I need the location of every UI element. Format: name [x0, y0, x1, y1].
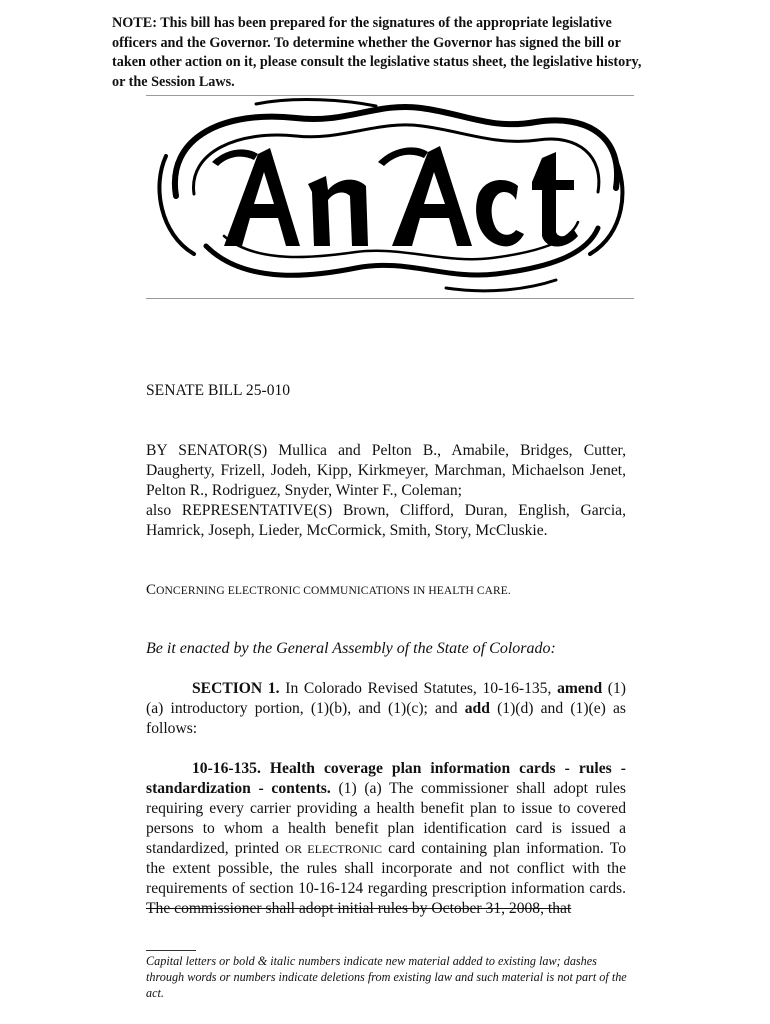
- footnote: Capital letters or bold & italic numbers indicate new material added to existing law; dashes through words or numbers indicate deletions from existing law and such material is not part of the act.: [146, 954, 627, 1000]
- statute-text: [146, 759, 626, 919]
- bill-title-rest: ONCERNING ELECTRONIC COMMUNICATIONS IN HEALTH CARE.: [156, 585, 511, 597]
- section-1: [146, 679, 626, 739]
- bill-number: SENATE BILL 25-010: [146, 382, 291, 399]
- bill-title-initial: C: [146, 582, 157, 598]
- section-text: (1)(a) introductory portion, (1)(b), and (1)(c); and: [146, 680, 626, 717]
- section-text: In Colorado Revised Statutes, 10-16-135,: [279, 680, 558, 697]
- senate-sponsors: BY SENATOR(S) Mullica and Pelton B., Amabile, Bridges, Cutter, Daugherty, Frizell, Jodeh, Kipp, Kirkmeyer, Marchman, Michaelson Jenet, Pelton R., Rodriguez, Snyder, Winter F., Coleman;: [146, 442, 626, 499]
- house-sponsors: also REPRESENTATIVE(S) Brown, Clifford, Duran, English, Garcia, Hamrick, Joseph, Lieder, McCormick, Smith, Story, McCluskie.: [146, 502, 626, 539]
- add-keyword: add: [464, 700, 490, 717]
- sponsors-block: [146, 441, 626, 541]
- section-heading: SECTION 1.: [192, 680, 280, 697]
- amend-keyword: amend: [557, 680, 603, 697]
- statute-body: card containing plan information. To the extent possible, the rules shall incorporate and not conflict with the requirements of section 10-16-124 regarding prescription information cards.: [146, 840, 626, 897]
- banner-bottom-rule: [146, 298, 634, 299]
- statute-heading: 10-16-135. Health coverage plan information cards - rules - standardization - contents.: [146, 760, 626, 797]
- deleted-text: The commissioner shall adopt initial rules by October 31, 2008, that: [146, 900, 572, 917]
- enacting-clause: Be it enacted by the General Assembly of the State of Colorado:: [146, 640, 556, 657]
- an-act-banner: [146, 96, 634, 298]
- banner-text: An Act: [388, 292, 392, 293]
- bill-title: [146, 580, 626, 601]
- statute-body: (1) (a) The commissioner shall adopt rules requiring every carrier providing a health benefit plan to issue to covered persons to whom a health benefit plan identification card is issued a standardized, printed: [146, 780, 626, 857]
- footnote-rule: [146, 950, 196, 951]
- blackletter-letters-icon: [212, 146, 578, 247]
- section-text: (1)(d) and (1)(e) as follows:: [146, 700, 627, 737]
- signature-note: NOTE: This bill has been prepared for the signatures of the appropriate legislative officers and the Governor. To determine whether the Governor has signed the bill or taken other action on it, please consult the legislative status sheet, the legislative history, or the Session Laws.: [112, 15, 642, 90]
- inserted-text: OR ELECTRONIC: [285, 842, 382, 856]
